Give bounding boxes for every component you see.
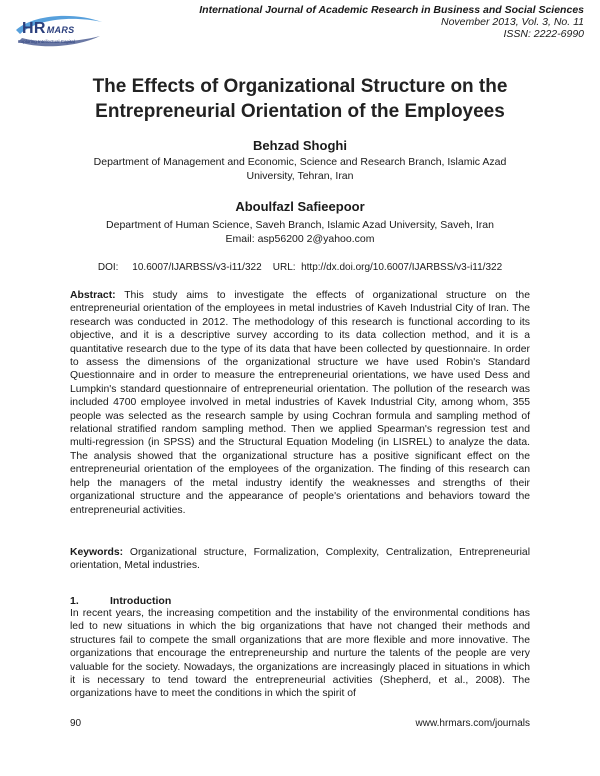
section-heading	[70, 595, 171, 607]
author-name-2: Aboulfazl Safieepoor	[235, 199, 365, 214]
introduction-text: In recent years, the increasing competition and the instability of the environmental conditions has led to new situations in which the big organizations that have not changed their methods and structures fail to compete the small organizations that are more flexible and more innovative. The organizations that encourage the entrepreneurship and nurture the talents of the people are very valuable for the society. Nowadays, the organizations are increasingly placed in situations in which it is necessary to tend toward the entrepreneurial activities (Shepherd, et al., 2008). The organizations have to meet the conditions in which the spirit of	[70, 608, 530, 700]
section-number: 1.	[70, 595, 79, 607]
journal-issn: ISSN: 2222-6990	[503, 28, 584, 40]
footer-website: www.hrmars.com/journals	[415, 718, 530, 729]
affiliation-line: University, Tehran, Iran	[246, 170, 354, 182]
abstract	[70, 289, 530, 517]
title-line-1: The Effects of Organizational Structure on the	[92, 76, 508, 97]
abstract-text: This study aims to investigate the effects of organizational structure on the entrepreneurial orientation of the employees in metal industries of Kaveh Industrial City of Iran. The research was conducted in 2012. The methodology of this research is functional according to its objective, and it is a descriptive survey according to its data collection method, and it is a quantitative research due to the type of its data that have been collected by questionnaire. In order to assess the dimensions of the organizational structure we have used Robin's Standard Questionnaire and in order to measure the entrepreneurial orientations, we have used Dess and Lumpkin's standard questionnaire of entrepreneurial orientation. The pollution of the research was included 4700 employee involved in metal industries of Kavek Industrial City, among whom, 355 people was selected as the research sample by using Cochran formula and sampling method of relational stratified random sampling method. Then we applied Spearman's regression test and multi-regression (in SPSS) and the Structural Equation Modeling (in LISREL) to analyze the data. The analysis showed that the organizational structure has a positive significant effect on the entrepreneurial orientation of the employees of the organization. The finding of this research can help the managers of the metal industry identify the weaknesses and strengths of their organizational structure and the appearance of people's orientations and behaviors toward the entrepreneurial activities.	[70, 290, 530, 516]
affiliation-line: Department of Human Science, Saveh Branch, Islamic Azad University, Saveh, Iran	[106, 219, 494, 231]
logo-tagline: Exploring Intellectual Capital	[18, 39, 75, 44]
abstract-label: Abstract:	[70, 290, 116, 301]
author-affiliation-1	[80, 155, 520, 183]
keywords-text: Organizational structure, Formalization, Complexity, Centralization, Entrepreneurial orientation, Metal industries.	[70, 547, 531, 572]
logo-wordmark: HRMARS	[22, 20, 75, 37]
paper-title	[0, 74, 600, 124]
keywords	[70, 546, 530, 573]
keywords-label: Keywords:	[70, 547, 124, 558]
journal-issue: November 2013, Vol. 3, No. 11	[441, 16, 584, 28]
title-line-2: Entrepreneurial Orientation of the Employees	[95, 101, 505, 122]
author-affiliation-2	[80, 218, 520, 246]
journal-name: International Journal of Academic Research in Business and Social Sciences	[199, 4, 584, 16]
section-title: Introduction	[110, 595, 172, 607]
doi-line: DOI: 10.6007/IJARBSS/v3-i11/322 URL: http://dx.doi.org/10.6007/IJARBSS/v3-i11/322	[97, 262, 503, 273]
hrmars-logo	[14, 12, 100, 50]
journal-info	[199, 4, 584, 40]
author-name-1: Behzad Shoghi	[253, 138, 347, 153]
page-number: 90	[70, 718, 82, 729]
affiliation-line: Department of Management and Economic, Science and Research Branch, Islamic Azad	[93, 156, 507, 168]
author-email: Email: asp56200 2@yahoo.com	[225, 233, 375, 245]
